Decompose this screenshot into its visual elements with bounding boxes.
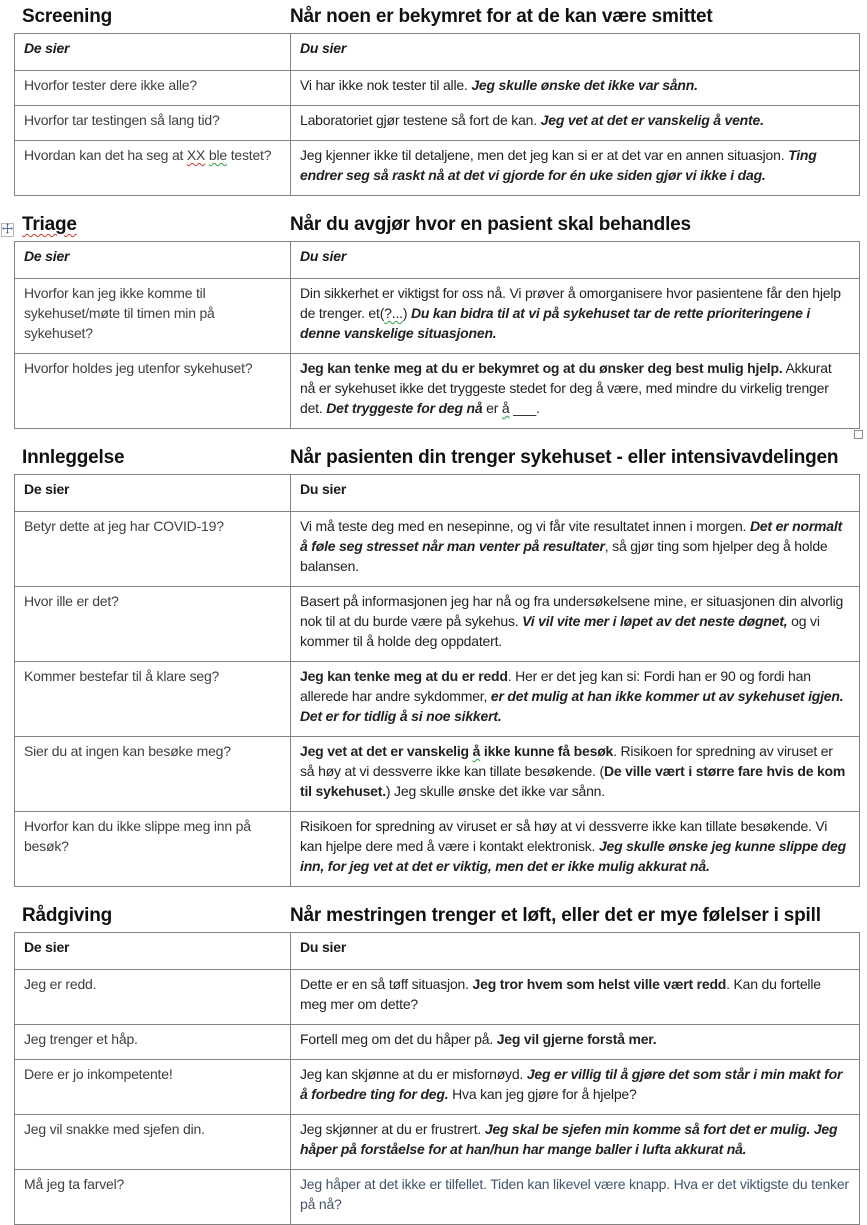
table-row	[15, 1060, 860, 1115]
section-heading	[14, 903, 859, 929]
text-segment: Jeg håper at det ikke er tilfellet. Tiden kan likevel være knapp. Hva er det viktigste du tenker på nå?	[300, 1176, 849, 1212]
question-cell	[15, 354, 291, 429]
column-header-du-sier: Du sier	[291, 933, 860, 970]
table-header-row	[15, 34, 860, 71]
answer-cell	[291, 512, 860, 587]
text-segment: Jeg skulle ønske det ikke var sånn.	[471, 77, 698, 93]
text-segment: Det tryggeste for deg nå	[326, 400, 483, 416]
text-segment: Hvorfor tar testingen så lang tid?	[24, 112, 220, 128]
table-header-row	[15, 933, 860, 970]
section-subtitle: Når pasienten din trenger sykehuset - eller intensivavdelingen	[290, 447, 839, 468]
question-cell	[15, 812, 291, 887]
text-segment: å	[501, 400, 510, 416]
text-segment: ___.	[509, 400, 540, 416]
text-segment: Må jeg ta farvel?	[24, 1176, 125, 1192]
table-row	[15, 141, 860, 196]
question-cell	[15, 106, 291, 141]
text-segment: Jeg skulle ønske jeg kunne slippe deg inn, for jeg vet at det er viktig, men det er ikke mulig akkurat nå.	[300, 838, 846, 874]
qa-table-radgiving	[14, 932, 860, 1225]
table-row	[15, 512, 860, 587]
table-row	[15, 662, 860, 737]
text-segment: Jeg vet at det er vanskelig	[300, 743, 473, 759]
table-move-handle[interactable]	[1, 223, 14, 237]
question-cell	[15, 1170, 291, 1225]
text-segment: Vi må teste deg med en nesepinne, og vi får vite resultatet innen i morgen.	[300, 518, 750, 534]
text-segment: Fortell meg om det du håper på.	[300, 1031, 497, 1047]
answer-cell	[291, 1170, 860, 1225]
text-segment: Jeg er redd.	[24, 976, 97, 992]
qa-table-screening	[14, 33, 860, 196]
text-segment: Jeg tror hvem som helst ville vært redd	[472, 976, 727, 992]
column-header-du-sier: Du sier	[291, 242, 860, 279]
column-header-de-sier: De sier	[15, 475, 291, 512]
section-heading	[14, 4, 859, 30]
text-segment: Laboratoriet gjør testene så fort de kan.	[300, 112, 541, 128]
text-segment: og vi kommer til å holde deg oppdatert.	[300, 613, 820, 649]
text-segment: Du kan bidra til at vi på sykehuset tar de rette prioriteringene i denne vanskelige situasjonen.	[300, 305, 811, 341]
question-cell	[15, 141, 291, 196]
column-header-du-sier: Du sier	[291, 34, 860, 71]
text-segment: De ville vært i større fare hvis de kom til sykehuset.	[300, 763, 846, 799]
text-segment: . Risikoen for spredning av viruset er så høy at vi dessverre ikke kan tillate besøkende. (	[300, 743, 833, 779]
table-row	[15, 1115, 860, 1170]
question-cell	[15, 662, 291, 737]
text-segment: Risikoen for spredning av viruset er så høy at vi dessverre ikke kan tillate besøkende. Vi kan hjelpe dere med å være i kontakt elektronisk.	[300, 818, 828, 854]
text-segment: . Her er det jeg kan si: Fordi han er 90 og fordi han allerede har andre sykdommer,	[300, 668, 811, 704]
question-cell	[15, 1060, 291, 1115]
column-header-de-sier: De sier	[15, 242, 291, 279]
question-cell	[15, 587, 291, 662]
text-segment: Basert på informasjonen jeg har nå og fra undersøkelsene mine, er situasjonen din alvorlig nok til at du burde være på sykehus.	[300, 593, 844, 629]
text-segment: Hvordan kan det ha seg at	[24, 147, 187, 163]
answer-cell	[291, 106, 860, 141]
answer-cell	[291, 970, 860, 1025]
table-wrapper	[14, 932, 859, 1225]
question-cell	[15, 71, 291, 106]
answer-cell	[291, 141, 860, 196]
table-row	[15, 812, 860, 887]
qa-table-innleggelse	[14, 474, 860, 887]
text-segment: Jeg skal be sjefen min komme så fort det er mulig. Jeg håper på forståelse for at han/hun har mange baller i lufta akkurat nå.	[300, 1121, 838, 1157]
question-cell	[15, 512, 291, 587]
answer-cell	[291, 737, 860, 812]
section-radgiving	[14, 903, 859, 1225]
text-segment: Det er normalt å føle seg stresset når man venter på resultater	[300, 518, 843, 554]
answer-cell	[291, 1115, 860, 1170]
text-segment: Hvorfor holdes jeg utenfor sykehuset?	[24, 360, 253, 376]
text-segment: testet?	[227, 147, 272, 163]
text-segment: Vi har ikke nok tester til alle.	[300, 77, 472, 93]
text-segment: Jeg trenger et håp.	[24, 1031, 138, 1047]
table-row	[15, 1170, 860, 1225]
text-segment: Hvorfor kan jeg ikke komme til sykehuset/møte til timen min på sykehuset?	[24, 285, 215, 341]
section-subtitle: Når mestringen trenger et løft, eller det er mye følelser i spill	[290, 905, 821, 926]
text-segment: Betyr dette at jeg har COVID-19?	[24, 518, 224, 534]
section-triage	[14, 212, 859, 429]
answer-cell	[291, 587, 860, 662]
text-segment: er det mulig at han ikke kommer ut av sykehuset igjen. Det er for tidlig å si noe sikkert.	[300, 688, 844, 724]
table-wrapper	[14, 241, 859, 429]
text-segment: Din sikkerhet er viktigst for oss nå. Vi prøver å omorganisere hvor pasientene får den hjelp de trenger. et(	[300, 285, 841, 321]
answer-cell	[291, 354, 860, 429]
text-segment: Jeg kan tenke meg at du er redd	[300, 668, 508, 684]
text-segment: Hvorfor tester dere ikke alle?	[24, 77, 197, 93]
question-cell	[15, 1025, 291, 1060]
text-segment: å	[472, 743, 481, 759]
table-wrapper	[14, 474, 859, 887]
text-segment: Jeg kan tenke meg at du er bekymret og at du ønsker deg best mulig hjelp.	[300, 360, 783, 376]
answer-cell	[291, 662, 860, 737]
text-segment: Kommer bestefar til å klare seg?	[24, 668, 220, 684]
table-resize-handle resize-table-icon[interactable]	[854, 430, 863, 439]
answer-cell	[291, 279, 860, 354]
question-cell	[15, 970, 291, 1025]
table-row	[15, 1025, 860, 1060]
column-header-de-sier: De sier	[15, 34, 291, 71]
table-row	[15, 587, 860, 662]
answer-cell	[291, 812, 860, 887]
section-heading	[14, 212, 859, 238]
text-segment: Sier du at ingen kan besøke meg?	[24, 743, 231, 759]
text-segment: Akkurat nå er sykehuset ikke det tryggeste stedet for deg å være, med mindre du virkelig trenger det.	[300, 360, 832, 416]
section-title: Screening	[22, 6, 113, 27]
section-title: Triage	[22, 214, 77, 235]
text-segment: er	[482, 400, 502, 416]
column-header-de-sier: De sier	[15, 933, 291, 970]
text-segment: ) Jeg skulle ønske det ikke var sånn.	[385, 783, 605, 799]
text-segment: XX	[186, 147, 206, 163]
table-header-row	[15, 242, 860, 279]
text-segment: Jeg er villig til å gjøre det som står i min makt for å forbedre ting for deg.	[300, 1066, 843, 1102]
text-segment: Ting endrer seg så raskt nå at det vi gjorde for én uke siden gjør vi ikke i dag.	[300, 147, 817, 183]
table-wrapper	[14, 33, 859, 196]
table-row	[15, 279, 860, 354]
text-segment: Hvor ille er det?	[24, 593, 119, 609]
question-cell	[15, 279, 291, 354]
table-header-row	[15, 475, 860, 512]
section-subtitle: Når noen er bekymret for at de kan være smittet	[290, 6, 713, 27]
answer-cell	[291, 1025, 860, 1060]
text-segment: Hva kan jeg gjøre for å hjelpe?	[448, 1086, 637, 1102]
table-row	[15, 970, 860, 1025]
text-segment: Dette er en så tøff situasjon.	[300, 976, 473, 992]
text-segment: Hvorfor kan du ikke slippe meg inn på besøk?	[24, 818, 251, 854]
text-segment: , så gjør ting som hjelper deg å holde balansen.	[300, 538, 828, 574]
section-title: Innleggelse	[22, 447, 125, 468]
text-segment: ?...	[384, 305, 403, 321]
text-segment: Jeg vil gjerne forstå mer.	[496, 1031, 657, 1047]
text-segment: Jeg kan skjønne at du er misfornøyd.	[300, 1066, 527, 1082]
text-segment: Jeg vil snakke med sjefen din.	[24, 1121, 205, 1137]
section-innleggelse	[14, 445, 859, 887]
text-segment: ble	[208, 147, 227, 163]
text-segment: ikke kunne få besøk	[480, 743, 614, 759]
text-segment: Jeg skjønner at du er frustrert.	[300, 1121, 485, 1137]
qa-table-triage	[14, 241, 860, 429]
answer-cell	[291, 71, 860, 106]
question-cell	[15, 737, 291, 812]
section-subtitle: Når du avgjør hvor en pasient skal behandles	[290, 214, 691, 235]
table-row	[15, 737, 860, 812]
text-segment: )	[402, 305, 411, 321]
answer-cell	[291, 1060, 860, 1115]
column-header-du-sier: Du sier	[291, 475, 860, 512]
section-heading	[14, 445, 859, 471]
table-row	[15, 106, 860, 141]
section-screening	[14, 4, 859, 196]
text-segment: Jeg vet at det er vanskelig å vente.	[540, 112, 764, 128]
table-row	[15, 71, 860, 106]
move-table-icon	[2, 217, 13, 243]
section-title: Rådgiving	[22, 905, 113, 926]
question-cell	[15, 1115, 291, 1170]
text-segment: . Kan du fortelle meg mer om dette?	[300, 976, 821, 1012]
text-segment: Vi vil vite mer i løpet av det neste døgnet,	[522, 613, 788, 629]
text-segment: Jeg kjenner ikke til detaljene, men det jeg kan si er at det var en annen situasjon.	[300, 147, 789, 163]
text-segment: Dere er jo inkompetente!	[24, 1066, 173, 1082]
table-row	[15, 354, 860, 429]
